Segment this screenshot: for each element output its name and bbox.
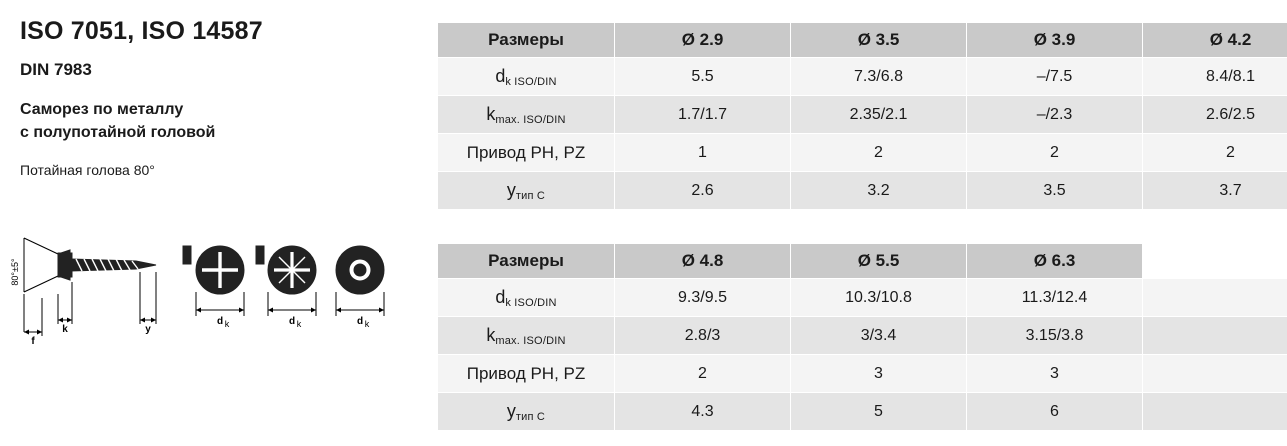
table-header-row <box>438 23 1287 58</box>
cell-value: 6 <box>967 393 1143 431</box>
row-label-sub: max. ISO/DIN <box>495 114 566 126</box>
screw-drawing-svg <box>8 232 408 352</box>
cell-value: –/2.3 <box>967 96 1143 134</box>
row-label-dk <box>438 58 615 96</box>
dim-dk-ph-label: d <box>216 316 224 327</box>
cell-value: 7.3/6.8 <box>791 58 967 96</box>
dim-y-label: y <box>145 324 151 335</box>
table-row <box>438 279 1287 317</box>
table-row <box>438 355 1287 393</box>
row-label-main: y <box>506 180 516 200</box>
spec-table <box>437 243 1287 431</box>
header-cell-d39: Ø 3.9 <box>967 23 1143 58</box>
cell-value: 11.3/12.4 <box>967 279 1143 317</box>
head-angle-note: Потайная голова 80° <box>20 161 155 178</box>
cell-value: 3/3.4 <box>791 317 967 355</box>
row-label-kmax <box>438 317 615 355</box>
row-label-sub: k ISO/DIN <box>505 297 557 309</box>
table-row <box>438 58 1287 96</box>
cell-value: 3.5 <box>967 172 1143 210</box>
header-cell-d63: Ø 6.3 <box>967 244 1143 279</box>
cell-value: 3 <box>967 355 1143 393</box>
dimensions-table-top <box>437 22 1273 210</box>
row-label-main: k <box>486 325 496 345</box>
cell-value: 2 <box>967 134 1143 172</box>
header-cell-d55: Ø 5.5 <box>791 244 967 279</box>
cell-value: 2 <box>791 134 967 172</box>
row-label-drive <box>438 134 615 172</box>
dim-dk-pz-sub: k <box>296 319 302 329</box>
cell-value: 2.6 <box>615 172 791 210</box>
row-label-main: d <box>495 287 506 307</box>
cell-value: 3 <box>791 355 967 393</box>
spec-table <box>437 22 1287 210</box>
cell-empty <box>1143 393 1287 431</box>
product-description-line-2: с полупотайной головой <box>20 123 216 141</box>
cell-value: 2 <box>1143 134 1287 172</box>
cell-value: 10.3/10.8 <box>791 279 967 317</box>
row-label-y <box>438 172 615 210</box>
row-label-main: Привод PH, PZ <box>466 363 586 383</box>
dim-dk-pz-label: d <box>288 316 296 327</box>
cell-value: –/7.5 <box>967 58 1143 96</box>
cell-empty <box>1143 279 1287 317</box>
cell-value: 3.2 <box>791 172 967 210</box>
cell-value: 2.35/2.1 <box>791 96 967 134</box>
header-cell-dimensions: Размеры <box>438 23 615 58</box>
cell-value: 1 <box>615 134 791 172</box>
cell-value: 1.7/1.7 <box>615 96 791 134</box>
row-label-drive <box>438 355 615 393</box>
row-label-main: k <box>486 104 496 124</box>
row-label-main: y <box>506 401 516 421</box>
header-cell-empty <box>1143 244 1287 279</box>
product-description <box>20 98 420 144</box>
table-row <box>438 317 1287 355</box>
cell-empty <box>1143 317 1287 355</box>
row-label-dk <box>438 279 615 317</box>
cell-value: 2.6/2.5 <box>1143 96 1287 134</box>
dim-dk-ph-sub: k <box>224 319 230 329</box>
table-row <box>438 96 1287 134</box>
standard-title: ISO 7051, ISO 14587 <box>20 17 263 45</box>
table-row <box>438 172 1287 210</box>
product-info-block <box>20 18 420 178</box>
row-label-sub: max. ISO/DIN <box>495 335 566 347</box>
cell-value: 5.5 <box>615 58 791 96</box>
cell-value: 3.15/3.8 <box>967 317 1143 355</box>
header-cell-dimensions: Размеры <box>438 244 615 279</box>
row-label-main: Привод PH, PZ <box>466 142 586 162</box>
header-cell-d35: Ø 3.5 <box>791 23 967 58</box>
cell-value: 2 <box>615 355 791 393</box>
cell-value: 3.7 <box>1143 172 1287 210</box>
product-description-line-1: Саморез по металлу <box>20 100 184 118</box>
row-label-kmax <box>438 96 615 134</box>
dim-f-label: f <box>31 336 35 347</box>
din-title: DIN 7983 <box>20 59 92 79</box>
cell-value: 9.3/9.5 <box>615 279 791 317</box>
dimensions-table-bottom <box>437 243 1273 431</box>
cell-value: 8.4/8.1 <box>1143 58 1287 96</box>
row-label-sub: тип C <box>515 190 546 202</box>
angle-label: 80°±5° <box>10 258 20 286</box>
table-header-row <box>438 244 1287 279</box>
row-label-sub: тип C <box>515 411 546 423</box>
technical-drawing <box>8 232 408 352</box>
row-label-sub: k ISO/DIN <box>505 76 557 88</box>
dim-dk-torx-label: d <box>356 316 364 327</box>
table-row <box>438 393 1287 431</box>
cell-value: 5 <box>791 393 967 431</box>
header-cell-d48: Ø 4.8 <box>615 244 791 279</box>
table-row <box>438 134 1287 172</box>
row-label-main: d <box>495 66 506 86</box>
cell-empty <box>1143 355 1287 393</box>
dim-k-label: k <box>62 324 68 335</box>
header-cell-d42: Ø 4.2 <box>1143 23 1287 58</box>
cell-value: 4.3 <box>615 393 791 431</box>
header-cell-d29: Ø 2.9 <box>615 23 791 58</box>
cell-value: 2.8/3 <box>615 317 791 355</box>
dim-dk-torx-sub: k <box>364 319 370 329</box>
row-label-y <box>438 393 615 431</box>
